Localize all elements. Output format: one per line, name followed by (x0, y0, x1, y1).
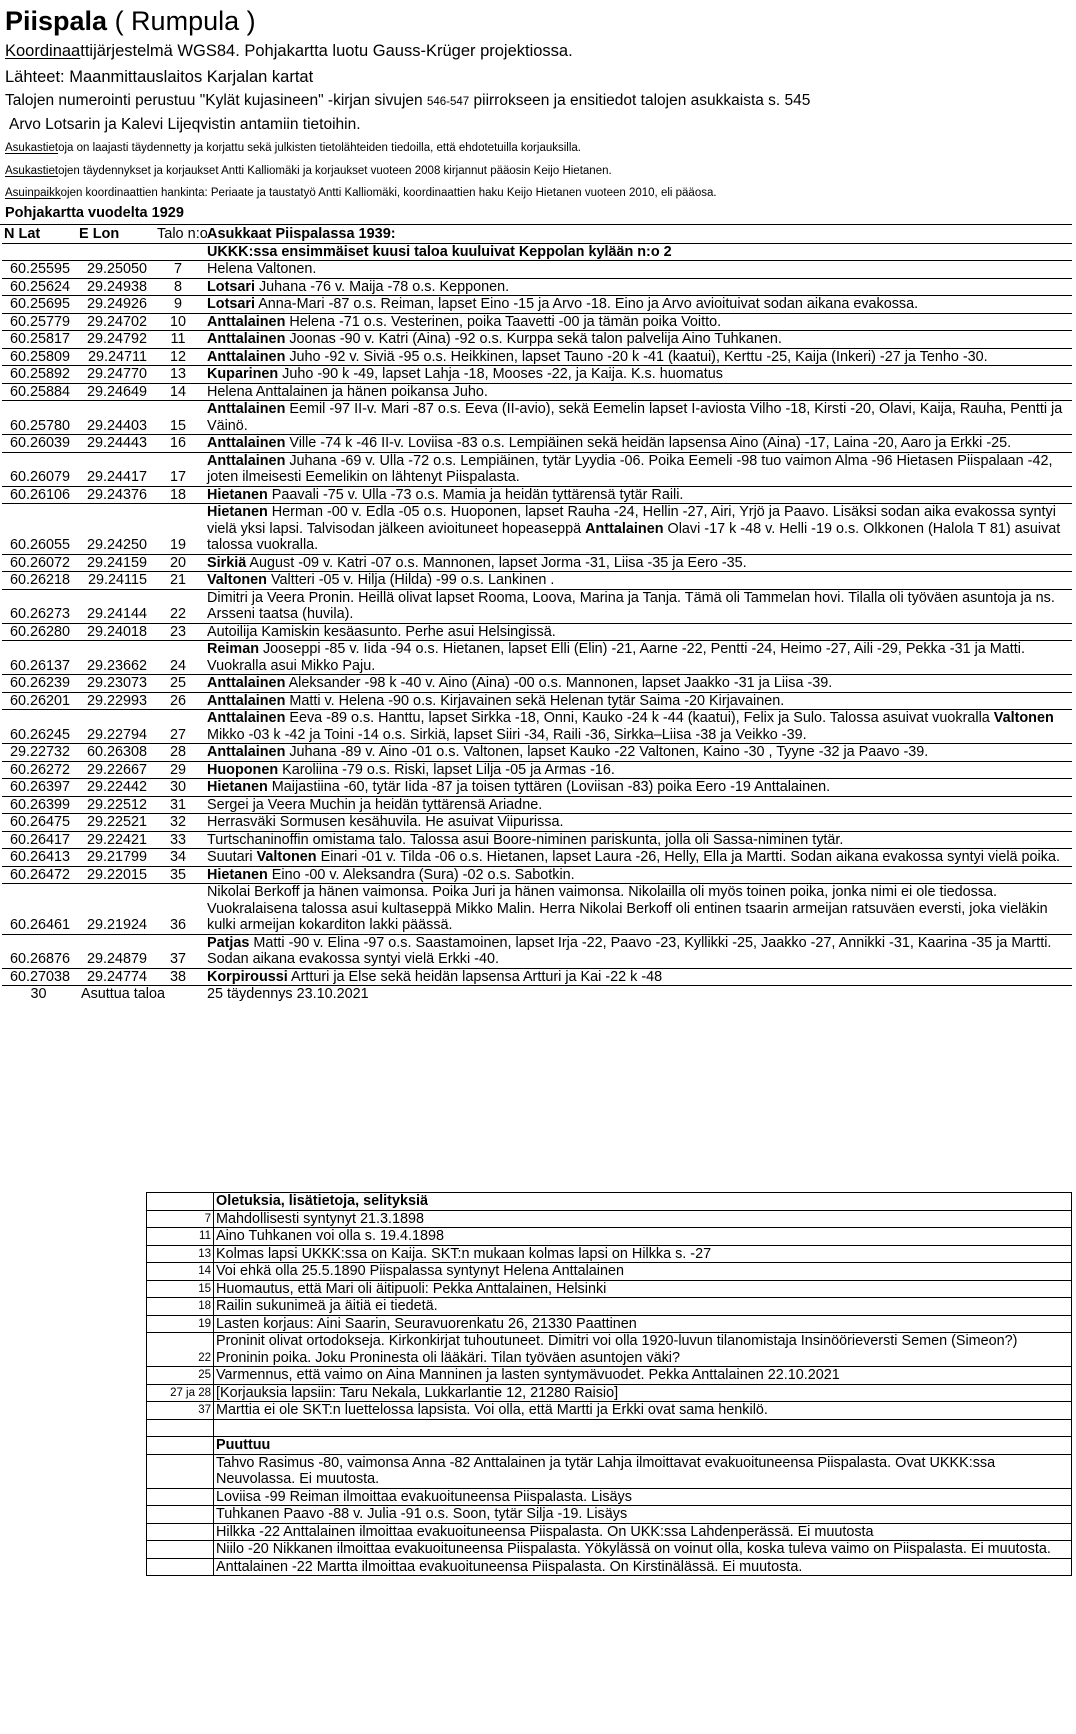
house-number-cell: 22 (155, 589, 201, 623)
residents-cell (201, 504, 1072, 555)
note-text: Huomautus, että Mari oli äitipuoli: Pekka Anttalainen, Helsinki (214, 1280, 1072, 1298)
lon-cell: 29.22512 (69, 796, 155, 814)
note-house-number: 19 (147, 1315, 214, 1333)
residents-cell (201, 692, 1072, 710)
table-row (2, 968, 1072, 986)
lon-cell: 29.22993 (69, 692, 155, 710)
surname: Lotsari (207, 296, 255, 312)
surname: Valtonen (993, 710, 1054, 726)
note-house-number: 27 ja 28 (147, 1384, 214, 1402)
surname: Reiman (207, 641, 259, 657)
residents-text: Nikolai Berkoff ja hänen vaimonsa. Poika Juri ja hänen vaimonsa. Nikolailla oli myös toinen poika, jonka nimi ei ole tiedossa. Vuokralaisena talossa asui kultaseppä Mikko Malin. Herra Nikolai Berkoff oli entinen tsaarin armeijan ratsuväen eversti, joka vieläkin kulki armeijan kokarditon lakki päässä. (207, 884, 1048, 933)
residents-text: Maijastiina -60, tytär Iida -87 ja toisen tyttären (Loviisan -83) poika Eero -19 Anttalainen. (267, 779, 831, 795)
lat-cell: 60.26072 (2, 554, 69, 572)
note-row (147, 1402, 1072, 1420)
table-subheader: UKKK:ssa ensimmäiset kuusi taloa kuuluivat Keppolan kylään n:o 2 (201, 243, 1072, 261)
surname: Anttalainen (207, 744, 286, 760)
missing-text: Hilkka -22 Anttalainen ilmoittaa evakuoituneensa Piispalasta. On UKK:ssa Lahdenperässä. Ei muutosta (214, 1523, 1072, 1541)
sources-line: Lähteet: Maanmittauslaitos Karjalan kartat (5, 68, 314, 86)
note-row (147, 1315, 1072, 1333)
residents-text: Artturi ja Else sekä heidän lapsensa Artturi ja Kai -22 k -48 (287, 968, 663, 985)
house-number-cell: 30 (155, 779, 201, 797)
surname: Anttalainen (207, 692, 286, 709)
house-number-cell: 25 (155, 675, 201, 693)
residents-text: Karoliina -79 o.s. Riski, lapset Lilja -05 ja Armas -16. (278, 761, 615, 778)
house-number-cell: 8 (155, 278, 201, 296)
table-row (2, 710, 1072, 744)
residents-text: Dimitri ja Veera Pronin. Heillä olivat lapset Rooma, Loova, Marina ja Tanja. Tämä oli Tammelan hovi. Tilalla oli työväen asuntoja ja ns. Arsseni taatsa (huvila). (207, 589, 1055, 622)
house-number-cell: 19 (155, 504, 201, 555)
missing-row (147, 1506, 1072, 1524)
table-row (2, 278, 1072, 296)
missing-text: Tahvo Rasimus -80, vaimonsa Anna -82 Anttalainen ja tytär Lahja ilmoittavat evakuoituneensa Piispalasta. Ovat UKKK:ssa Neuvolassa. Ei muutosta. (214, 1454, 1072, 1488)
missing-row (147, 1523, 1072, 1541)
lat-cell: 60.26218 (2, 572, 69, 590)
house-number-cell: 18 (155, 486, 201, 504)
note-house-number: 25 (147, 1367, 214, 1385)
missing-text: Anttalainen -22 Martta ilmoittaa evakuoituneensa Piispalasta. On Kirstinälässä. Ei muutosta. (214, 1558, 1072, 1576)
surname: Anttalainen (207, 452, 286, 469)
house-number-cell: 24 (155, 641, 201, 675)
note-house-number: 22 (147, 1333, 214, 1367)
table-header-row (2, 226, 1072, 243)
house-number-cell: 14 (155, 383, 201, 401)
lat-cell: 60.26055 (2, 504, 69, 555)
table-row (2, 261, 1072, 279)
lat-cell: 60.26039 (2, 435, 69, 453)
lat-cell: 60.26272 (2, 761, 69, 779)
page-title: Piispala ( Rumpula ) (5, 6, 256, 36)
house-number-cell: 36 (155, 884, 201, 935)
lon-cell: 29.24770 (69, 366, 155, 384)
residents-cell (201, 814, 1072, 832)
lon-cell: 29.22521 (69, 814, 155, 832)
residents-cell (201, 348, 1072, 366)
residents-cell (201, 710, 1072, 744)
table-row (2, 866, 1072, 884)
lat-cell: 60.26201 (2, 692, 69, 710)
residents-text: Eemil -97 II-v. Mari -87 o.s. Eeva (II-avio), sekä Eemelin lapset I-aviosta Vilho -18, Kirsti -20, Olavi, Kaija, Rauha, Pentti ja Väinö. (207, 401, 1063, 434)
table-row (2, 761, 1072, 779)
house-number-cell: 17 (155, 452, 201, 486)
lat-cell: 60.26079 (2, 452, 69, 486)
residents-cell (201, 641, 1072, 675)
note-row (147, 1333, 1072, 1367)
lon-cell: 29.23073 (69, 675, 155, 693)
lat-cell: 60.25780 (2, 401, 69, 435)
house-number-cell: 26 (155, 692, 201, 710)
surname: Anttalainen (207, 401, 286, 417)
lon-cell: 29.23662 (69, 641, 155, 675)
lon-cell: 29.24879 (69, 934, 155, 968)
lon-cell: 29.22421 (69, 831, 155, 849)
lon-cell: 29.24774 (69, 968, 155, 986)
surname: Anttalainen (207, 435, 286, 451)
residents-text: Jooseppi -85 v. Iida -94 o.s. Hietanen, lapset Elli (Elin) -21, Aarne -22, Pentti -24, Heimo -27, Aili -29, Pekka -31 ja Matti. Vuokralla asui Mikko Paju. (207, 641, 1025, 674)
surname: Hietanen (207, 866, 268, 883)
notes-header: Oletuksia, lisätietoja, selityksiä (214, 1193, 1072, 1211)
surname: Valtonen (256, 849, 317, 865)
house-number-cell: 11 (155, 331, 201, 349)
table-row (2, 623, 1072, 641)
note-text: Kolmas lapsi UKKK:ssa on Kaija. SKT:n mukaan kolmas lapsi on Hilkka s. -27 (214, 1245, 1072, 1263)
residents-cell (201, 831, 1072, 849)
lat-cell: 60.26239 (2, 675, 69, 693)
residents-cell (201, 849, 1072, 867)
residents-cell (201, 744, 1072, 762)
lat-cell: 60.26280 (2, 623, 69, 641)
note-house-number: 7 (147, 1210, 214, 1228)
col-header-no: Talo n:o (157, 226, 208, 242)
house-number-cell: 31 (155, 796, 201, 814)
table-row (2, 331, 1072, 349)
residents-cell (201, 589, 1072, 623)
residents-text: Suutari (207, 849, 257, 865)
numbering-line: Talojen numerointi perustuu "Kylät kujasineen" -kirjan sivujen 546-547 piirrokseen ja ensitiedot talojen asukkaista s. 545 (5, 92, 811, 109)
residents-text: Anna-Mari -87 o.s. Reiman, lapset Eino -15 ja Arvo -18. Eino ja Arvo avioituivat sodan aikana evakossa. (254, 296, 919, 312)
lon-cell: 29.22015 (69, 866, 155, 884)
residents-cell (201, 866, 1072, 884)
lat-cell: 60.25892 (2, 366, 69, 384)
house-number-cell: 28 (155, 744, 201, 762)
residents-text: August -09 v. Katri -07 o.s. Mannonen, lapset Jorma -31, Liisa -35 ja Eero -35. (246, 554, 747, 571)
residents-cell (201, 452, 1072, 486)
col-header-lat: N Lat (4, 226, 41, 242)
table-row (2, 554, 1072, 572)
note-text: Varmennus, että vaimo on Aina Manninen ja lasten syntymävuodet. Pekka Anttalainen 22.10.2021 (214, 1367, 1072, 1385)
lat-cell: 60.25595 (2, 261, 69, 279)
note-row (147, 1298, 1072, 1316)
surname: Lotsari (207, 278, 255, 295)
residents-cell (201, 313, 1072, 331)
note-line-1: Asukastietoja on laajasti täydennetty ja korjattu sekä julkisten tietolähteiden tiedoilla, että ehdotetuilla korjauksilla. (5, 142, 581, 154)
col-header-lon: E Lon (79, 226, 120, 242)
lon-cell: 29.24376 (69, 486, 155, 504)
residents-text: Matti v. Helena -90 o.s. Kirjavainen sekä Helenan tytär Saima -20 Kirjavainen. (285, 692, 785, 709)
lon-cell: 29.22442 (69, 779, 155, 797)
lat-cell: 60.26417 (2, 831, 69, 849)
lon-cell: 29.25050 (69, 261, 155, 279)
lon-cell: 29.24792 (69, 331, 155, 349)
residents-text: Autoilija Kamiskin kesäasunto. Perhe asui Helsingissä. (207, 623, 556, 640)
note-text: Railin sukunimeä ja äitiä ei tiedetä. (214, 1298, 1072, 1316)
house-number-cell: 38 (155, 968, 201, 986)
lon-cell: 29.21924 (69, 884, 155, 935)
lon-cell: 29.24159 (69, 554, 155, 572)
residents-cell (201, 796, 1072, 814)
lon-cell: 29.22667 (69, 761, 155, 779)
note-house-number: 37 (147, 1402, 214, 1420)
residents-cell (201, 554, 1072, 572)
residents-text: Eeva -89 o.s. Hanttu, lapset Sirkka -18, Onni, Kauko -24 k -44 (kaatui), Felix ja Sulo. Talossa asuivat vuokralla (285, 710, 994, 726)
residents-cell (201, 934, 1072, 968)
residents-cell (201, 486, 1072, 504)
coordinate-system-line: Koordinaattijärjestelmä WGS84. Pohjakartta luotu Gauss-Krüger projektiossa. (5, 42, 573, 60)
house-number-cell: 10 (155, 313, 201, 331)
residents-text: Mikko -03 k -42 ja Toini -14 o.s. Sirkiä, lapset Siiri -34, Raili -36, Sirkka–Liisa -38 ja Veikko -39. (207, 726, 807, 743)
note-row (147, 1384, 1072, 1402)
surname: Anttalainen (207, 313, 286, 330)
note-line-2: Asukastietojen täydennykset ja korjaukset Antti Kalliomäki ja korjaukset vuoteen 2008 kirjannut pääosin Keijo Hietanen. (5, 165, 612, 177)
house-number-cell: 21 (155, 572, 201, 590)
lat-cell: 60.26413 (2, 849, 69, 867)
residents-cell (201, 261, 1072, 279)
lat-cell: 60.25695 (2, 296, 69, 314)
lon-cell: 29.24018 (69, 623, 155, 641)
surname: Anttalainen (207, 331, 286, 347)
table-footer-row (2, 986, 1072, 1003)
notes-table (146, 1192, 1072, 1576)
missing-header: Puuttuu (214, 1437, 1072, 1455)
residents-text: Juhana -76 v. Maija -78 o.s. Kepponen. (254, 278, 510, 295)
residents-cell (201, 366, 1072, 384)
lat-cell: 29.22732 (2, 744, 69, 762)
table-row (2, 313, 1072, 331)
note-spacer-row (147, 1419, 1072, 1437)
table-row (2, 452, 1072, 486)
residents-text: Helena Anttalainen ja hänen poikansa Juho. (207, 383, 488, 400)
note-row (147, 1210, 1072, 1228)
house-number-cell: 33 (155, 831, 201, 849)
lat-cell: 60.25884 (2, 383, 69, 401)
table-row (2, 366, 1072, 384)
residents-cell (201, 572, 1072, 590)
table-row (2, 796, 1072, 814)
surname: Korpiroussi (207, 968, 288, 985)
note-text: [Korjauksia lapsiin: Taru Nekala, Lukkarlantie 12, 21280 Raisio] (214, 1384, 1072, 1402)
missing-text: Tuhkanen Paavo -88 v. Julia -91 o.s. Soon, tytär Silja -19. Lisäys (214, 1506, 1072, 1524)
lon-cell: 29.24926 (69, 296, 155, 314)
table-row (2, 675, 1072, 693)
house-number-cell: 20 (155, 554, 201, 572)
house-count-label: Asuttua taloa (81, 986, 166, 1002)
missing-row (147, 1558, 1072, 1576)
house-number-cell: 29 (155, 761, 201, 779)
lon-cell: 29.24144 (69, 589, 155, 623)
residents-cell (201, 435, 1072, 453)
note-row (147, 1280, 1072, 1298)
house-count: 30 (30, 986, 47, 1002)
lon-cell: 29.21799 (69, 849, 155, 867)
missing-row (147, 1454, 1072, 1488)
residents-text: Valtteri -05 v. Hilja (Hilda) -99 o.s. Lankinen . (266, 572, 555, 588)
lat-cell: 60.26876 (2, 934, 69, 968)
table-row (2, 779, 1072, 797)
table-row (2, 641, 1072, 675)
residents-cell (201, 968, 1072, 986)
residents-cell (201, 675, 1072, 693)
table-row (2, 383, 1072, 401)
table-row (2, 401, 1072, 435)
residents-text: Juho -90 k -49, lapset Lahja -18, Mooses -22, ja Kaija. K.s. huomatus (278, 366, 723, 382)
update-note: 25 täydennys 23.10.2021 (207, 986, 369, 1002)
col-header-residents: Asukkaat Piispalassa 1939: (207, 226, 396, 242)
residents-text: Herrasväki Sormusen kesähuvila. He asuivat Viipurissa. (207, 814, 564, 830)
surname: Kuparinen (207, 366, 279, 382)
note-row (147, 1367, 1072, 1385)
note-row (147, 1228, 1072, 1246)
lat-cell: 60.26106 (2, 486, 69, 504)
note-text: Marttia ei ole SKT:n luettelossa lapsista. Voi olla, että Martti ja Erkki ovat sama henkilö. (214, 1402, 1072, 1420)
missing-text: Loviisa -99 Reiman ilmoittaa evakuoituneensa Piispalasta. Lisäys (214, 1488, 1072, 1506)
house-number-cell: 9 (155, 296, 201, 314)
surname: Anttalainen (585, 520, 664, 537)
table-row (2, 486, 1072, 504)
house-number-cell: 32 (155, 814, 201, 832)
residents-cell (201, 623, 1072, 641)
note-text: Lasten korjaus: Aini Saarin, Seuravuorenkatu 26, 21330 Paattinen (214, 1315, 1072, 1333)
table-row (2, 849, 1072, 867)
lat-cell: 60.25779 (2, 313, 69, 331)
note-text: Mahdollisesti syntynyt 21.3.1898 (214, 1210, 1072, 1228)
residents-text: Herman -00 v. Edla -05 o.s. Huoponen, lapset Rauha -24, Hellin -27, Airi, Yrjö ja Paavo. Lisäksi sodan aika evakossa syntyi vielä yksi lapsi. Talvisodan jälkeen avioituneet hopeaseppä (207, 504, 1056, 537)
notes-header-row (147, 1193, 1072, 1211)
lon-cell: 29.24115 (69, 572, 155, 590)
lon-cell: 29.24711 (69, 348, 155, 366)
surname: Hietanen (207, 779, 268, 795)
surname: Sirkiä (207, 554, 247, 571)
lat-cell: 60.26245 (2, 710, 69, 744)
lon-cell: 29.24649 (69, 383, 155, 401)
residents-text: Einari -01 v. Tilda -06 o.s. Hietanen, lapset Laura -26, Helly, Ella ja Martti. Sodan aikana evakossa syntyi vielä poika. (316, 849, 1060, 865)
lon-cell: 60.26308 (69, 744, 155, 762)
residents-cell (201, 884, 1072, 935)
residents-text: Aleksander -98 k -40 v. Aino (Aina) -00 o.s. Mannonen, lapset Jaakko -31 ja Liisa -39. (285, 675, 833, 691)
table-subheader-row (2, 243, 1072, 261)
note-row (147, 1263, 1072, 1281)
missing-row (147, 1488, 1072, 1506)
table-row (2, 435, 1072, 453)
residents-text: Juhana -89 v. Aino -01 o.s. Valtonen, lapset Kauko -22 Valtonen, Kaino -30 , Tyyne -32 ja Paavo -39. (285, 744, 929, 760)
surname: Hietanen (207, 504, 268, 520)
residents-text: Helena -71 o.s. Vesterinen, poika Taavetti -00 ja tämän poika Voitto. (285, 313, 722, 330)
table-row (2, 744, 1072, 762)
missing-header-row (147, 1437, 1072, 1455)
note-house-number: 14 (147, 1263, 214, 1281)
note-house-number: 18 (147, 1298, 214, 1316)
residents-text: Eino -00 v. Aleksandra (Sura) -02 o.s. Sabotkin. (267, 866, 575, 883)
house-number-cell: 34 (155, 849, 201, 867)
lat-cell: 60.26137 (2, 641, 69, 675)
note-house-number: 15 (147, 1280, 214, 1298)
residents-cell (201, 401, 1072, 435)
house-number-cell: 16 (155, 435, 201, 453)
table-row (2, 504, 1072, 555)
note-text: Voi ehkä olla 25.5.1890 Piispalassa syntynyt Helena Anttalainen (214, 1263, 1072, 1281)
residents-text: Turtschaninoffin omistama talo. Talossa asui Boore-niminen pariskunta, jolla oli Sassa-niminen tytär. (207, 831, 844, 848)
table-row (2, 934, 1072, 968)
residents-cell (201, 761, 1072, 779)
lat-cell: 60.25624 (2, 278, 69, 296)
residents-text: Olavi -17 k -48 v. Helli -19 o.s. Olkkonen (Halola T 81) asuivat talossa vuokralla. (207, 520, 1061, 553)
note-line-3: Asuinpaikkojen koordinaattien hankinta: Periaate ja taustatyö Antti Kalliomäki, koordinaattien haku Keijo Hietanen vuoteen 2010, eli pääosa. (5, 187, 717, 199)
lon-cell: 29.24938 (69, 278, 155, 296)
house-number-cell: 12 (155, 348, 201, 366)
table-row (2, 884, 1072, 935)
lon-cell: 29.24702 (69, 313, 155, 331)
table-row (2, 692, 1072, 710)
lat-cell: 60.25817 (2, 331, 69, 349)
residents-cell (201, 278, 1072, 296)
table-row (2, 296, 1072, 314)
house-number-cell: 15 (155, 401, 201, 435)
surname: Anttalainen (207, 710, 286, 726)
missing-text: Niilo -20 Nikkanen ilmoittaa evakuoituneensa Piispalasta. Yökylässä on voinut olla, koska tuleva vaimo on Piispalasta. Ei muutosta. (214, 1541, 1072, 1559)
note-house-number: 11 (147, 1228, 214, 1246)
lon-cell: 29.24403 (69, 401, 155, 435)
note-text: Proninit olivat ortodokseja. Kirkonkirjat tuhoutuneet. Dimitri voi olla 1920-luvun tilanomistaja Insinöörieversti Semen (Simeon?) Proninin poika. Joku Proninesta oli lääkäri. Tilan työväen asuntojen väki? (214, 1333, 1072, 1367)
house-number-cell: 23 (155, 623, 201, 641)
surname: Hietanen (207, 486, 268, 503)
lon-cell: 29.24443 (69, 435, 155, 453)
residents-cell (201, 383, 1072, 401)
residents-cell (201, 296, 1072, 314)
lat-cell: 60.26397 (2, 779, 69, 797)
lon-cell: 29.24250 (69, 504, 155, 555)
house-number-cell: 35 (155, 866, 201, 884)
table-row (2, 589, 1072, 623)
residents-text: Matti -90 v. Elina -97 o.s. Saastamoinen, lapset Irja -22, Paavo -23, Kyllikki -25, Jaakko -27, Annikki -31, Kaarina -35 ja Martti. Sodan aikana evakossa syntyi vielä Erkki -40. (207, 934, 1052, 967)
residents-text: Joonas -90 v. Katri (Aina) -92 o.s. Kurppa sekä talon palvelija Aino Tuhkanen. (285, 331, 782, 347)
numbering-continuation-line: Arvo Lotsarin ja Kalevi Lijeqvistin antamiin tietoihin. (9, 116, 361, 133)
house-number-cell: 27 (155, 710, 201, 744)
lat-cell: 60.26461 (2, 884, 69, 935)
house-number-cell: 37 (155, 934, 201, 968)
lat-cell: 60.26273 (2, 589, 69, 623)
surname: Anttalainen (207, 348, 286, 365)
table-row (2, 572, 1072, 590)
surname: Anttalainen (207, 675, 286, 691)
lat-cell: 60.27038 (2, 968, 69, 986)
table-row (2, 831, 1072, 849)
surname: Patjas (207, 934, 250, 951)
residents-table (2, 226, 1072, 1003)
note-text: Aino Tuhkanen voi olla s. 19.4.1898 (214, 1228, 1072, 1246)
residents-text: Helena Valtonen. (207, 261, 317, 277)
lat-cell: 60.26399 (2, 796, 69, 814)
residents-text: Sergei ja Veera Muchin ja heidän tyttärensä Ariadne. (207, 796, 543, 813)
lat-cell: 60.25809 (2, 348, 69, 366)
house-number-cell: 13 (155, 366, 201, 384)
residents-text: Paavali -75 v. Ulla -73 o.s. Mamia ja heidän tyttärensä tytär Raili. (267, 486, 684, 503)
table-row (2, 814, 1072, 832)
surname: Valtonen (207, 572, 267, 588)
lon-cell: 29.24417 (69, 452, 155, 486)
residents-text: Juhana -69 v. Ulla -72 o.s. Lempiäinen, tytär Lyydia -06. Poika Eemeli -98 tuo vaimon Alma -96 Hietasen Piispalaan -42, joten ilmeisesti Eemelikin on lähtenyt Piispalasta. (207, 452, 1053, 485)
note-row (147, 1245, 1072, 1263)
lat-cell: 60.26472 (2, 866, 69, 884)
residents-cell (201, 331, 1072, 349)
header-divider (0, 224, 1072, 225)
house-number-cell: 7 (155, 261, 201, 279)
table-row (2, 348, 1072, 366)
missing-row (147, 1541, 1072, 1559)
surname: Huoponen (207, 761, 279, 778)
lat-cell: 60.26475 (2, 814, 69, 832)
note-house-number: 13 (147, 1245, 214, 1263)
residents-cell (201, 779, 1072, 797)
residents-text: Ville -74 k -46 II-v. Loviisa -83 o.s. Lempiäinen sekä heidän lapsensa Aino (Aina) -17, Laina -20, Aaro ja Erkki -25. (285, 435, 1012, 451)
basemap-label: Pohjakartta vuodelta 1929 (5, 205, 184, 221)
residents-text: Juho -92 v. Siviä -95 o.s. Heikkinen, lapset Tauno -20 k -41 (kaatui), Kerttu -25, Kaija (Inkeri) -27 ja Tenho -30. (285, 348, 988, 365)
lon-cell: 29.22794 (69, 710, 155, 744)
